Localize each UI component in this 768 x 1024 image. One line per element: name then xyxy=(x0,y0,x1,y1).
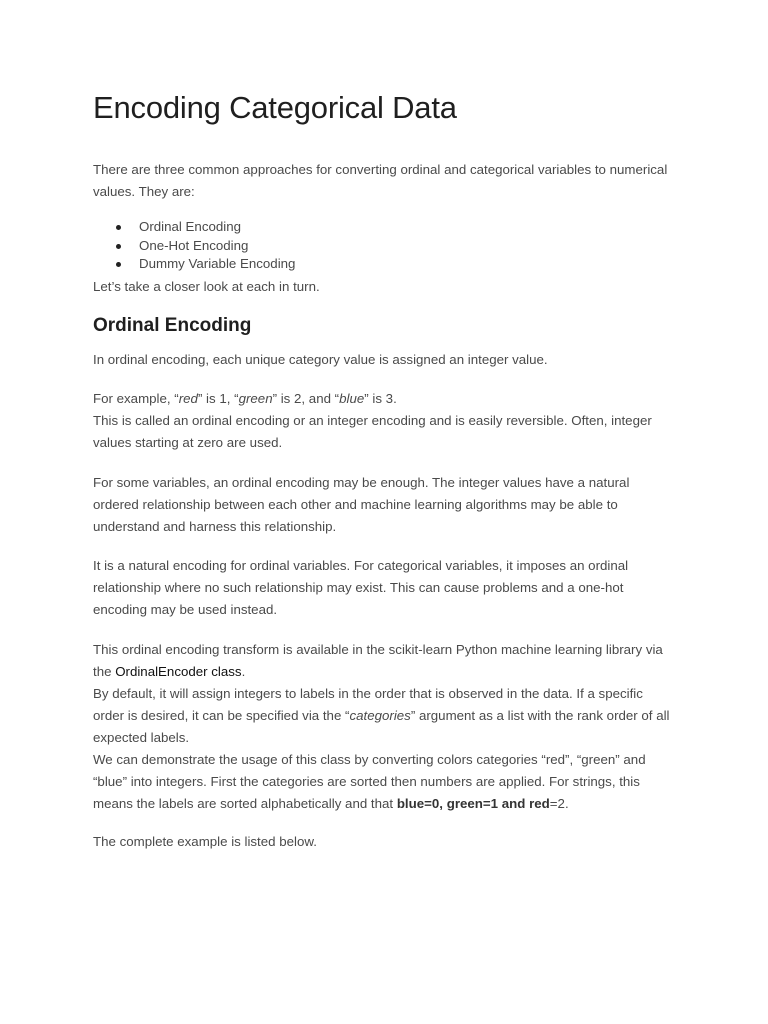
example-paragraph: For example, “red” is 1, “green” is 2, and “blue” is 3. xyxy=(93,391,397,406)
bullet-icon xyxy=(116,244,121,249)
demonstrate-paragraph: We can demonstrate the usage of this class by converting colors categories “red”, “green” and “blue” into integers. First the categories are sorted then numbers are applied. For strings, this means the labels are sorted alphabetically and that blue=0, green=1 and red=2. xyxy=(93,752,646,811)
ordinal-definition-paragraph: In ordinal encoding, each unique category value is assigned an integer value. xyxy=(93,352,548,367)
example-green: green xyxy=(238,391,273,406)
transform-paragraph: This ordinal encoding transform is available in the scikit-learn Python machine learning library via the OrdinalEncoder class. xyxy=(93,642,663,679)
list-item: Dummy Variable Encoding xyxy=(93,255,295,274)
ordinal-encoder-link[interactable]: OrdinalEncoder class xyxy=(115,664,242,679)
example-red: red xyxy=(178,391,198,406)
sorted-mapping: blue=0, green=1 and red xyxy=(396,796,550,811)
enough-paragraph: For some variables, an ordinal encoding may be enough. The integer values have a natural ordered relationship between each other and machine learning algorithms may be able to understand and harness this relationship. xyxy=(93,475,630,534)
bullet-icon xyxy=(116,225,121,230)
categories-term: categories xyxy=(349,708,411,723)
complete-example-paragraph: The complete example is listed below. xyxy=(93,834,317,849)
list-item: Ordinal Encoding xyxy=(93,218,295,237)
bullet-icon xyxy=(116,262,121,267)
closer-look-paragraph: Let’s take a closer look at each in turn. xyxy=(93,279,320,294)
approaches-list xyxy=(93,218,295,274)
section-heading: Ordinal Encoding xyxy=(93,315,252,336)
page-title: Encoding Categorical Data xyxy=(93,90,457,125)
default-order-paragraph: By default, it will assign integers to labels in the order that is observed in the data. If a specific order is desired, it can be specified via the “categories” argument as a list with the rank order of all expected labels. xyxy=(93,686,670,745)
intro-paragraph: There are three common approaches for converting ordinal and categorical variables to numerical values. They are: xyxy=(93,162,668,199)
list-item: One-Hot Encoding xyxy=(93,237,295,256)
example-blue: blue xyxy=(339,391,365,406)
reversible-paragraph: This is called an ordinal encoding or an integer encoding and is easily reversible. Often, integer values starting at zero are used. xyxy=(93,413,652,450)
natural-encoding-paragraph: It is a natural encoding for ordinal variables. For categorical variables, it imposes an ordinal relationship where no such relationship may exist. This can cause problems and a one-hot encoding may be used instead. xyxy=(93,558,629,617)
